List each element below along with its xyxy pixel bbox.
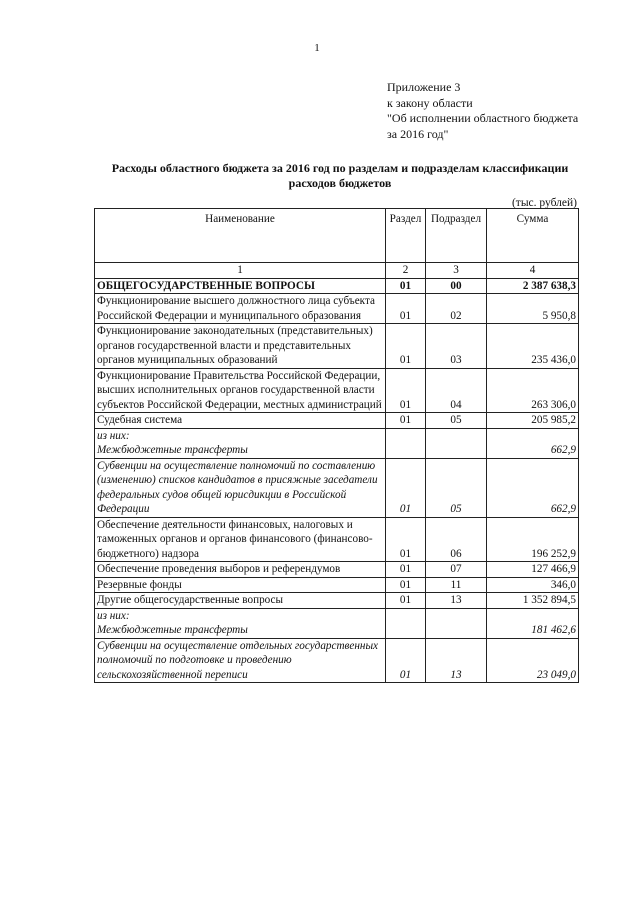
row-section: 01 [386,413,426,429]
row-name: Субвенции на осуществление отдельных государственных полномочий по подготовке и проведению сельскохозяйственной переписи [95,638,386,683]
row-subsection: 05 [426,458,487,517]
appendix-line: Приложение 3 [387,80,461,94]
row-name: Другие общегосударственные вопросы [95,593,386,609]
row-amount: 205 985,2 [487,413,579,429]
column-number: 4 [487,263,579,279]
header-subsection: Подраздел [426,209,487,263]
row-name: ОБЩЕГОСУДАРСТВЕННЫЕ ВОПРОСЫ [95,278,386,294]
units-label: (тыс. рублей) [511,197,577,209]
row-amount: 263 306,0 [487,368,579,413]
row-amount: 346,0 [487,577,579,593]
table-row [95,577,579,593]
table-row [95,428,579,458]
row-name: Функционирование высшего должностного лица субъекта Российской Федерации и муниципального образования [95,294,386,324]
row-section: 01 [386,517,426,562]
row-amount: 196 252,9 [487,517,579,562]
row-section [386,608,426,638]
appendix-note [387,80,578,142]
table-row [95,517,579,562]
row-subsection: 06 [426,517,487,562]
column-number: 1 [95,263,386,279]
row-subsection [426,428,487,458]
header-amount: Сумма [487,209,579,263]
row-name-note: из них: [97,429,130,442]
row-section: 01 [386,458,426,517]
table-row [95,458,579,517]
row-amount: 181 462,6 [487,608,579,638]
table-header-row [95,209,579,263]
row-subsection: 13 [426,593,487,609]
header-section: Раздел [386,209,426,263]
row-section: 01 [386,593,426,609]
table-row [95,324,579,369]
row-section: 01 [386,324,426,369]
row-section: 01 [386,294,426,324]
row-subsection: 03 [426,324,487,369]
row-name: Субвенции на осуществление полномочий по составлению (изменению) списков кандидатов в присяжные заседатели федеральных судов общей юрисдикции в Российской Федерации [95,458,386,517]
row-section: 01 [386,638,426,683]
row-amount: 23 049,0 [487,638,579,683]
row-section [386,428,426,458]
row-name [95,428,386,458]
row-subsection: 04 [426,368,487,413]
row-section: 01 [386,368,426,413]
row-section: 01 [386,562,426,578]
row-section: 01 [386,577,426,593]
row-name-note: из них: [97,609,130,622]
document-title [90,161,590,191]
table-row [95,562,579,578]
row-name: Обеспечение проведения выборов и референдумов [95,562,386,578]
row-subsection: 05 [426,413,487,429]
title-line: Расходы областного бюджета за 2016 год по разделам и подразделам классификации [111,161,569,175]
row-subsection: 13 [426,638,487,683]
row-amount: 1 352 894,5 [487,593,579,609]
header-name: Наименование [95,209,386,263]
row-name [95,608,386,638]
row-subsection [426,608,487,638]
row-section: 01 [386,278,426,294]
budget-table [94,208,579,683]
row-subsection: 00 [426,278,487,294]
table-row [95,368,579,413]
row-name-detail: Межбюджетные трансферты [97,624,248,636]
row-amount: 662,9 [487,458,579,517]
table-row [95,413,579,429]
row-subsection: 02 [426,294,487,324]
column-number: 2 [386,263,426,279]
appendix-line: за 2016 год" [387,126,449,141]
row-amount: 127 466,9 [487,562,579,578]
row-subsection: 11 [426,577,487,593]
column-number: 3 [426,263,487,279]
page-number: 1 [314,42,320,54]
appendix-line: к закону области [387,95,473,110]
table-row [95,608,579,638]
row-name: Резервные фонды [95,577,386,593]
row-amount: 235 436,0 [487,324,579,369]
row-amount: 2 387 638,3 [487,278,579,294]
row-name: Функционирование законодательных (представительных) органов государственной власти и представительных органов муниципальных образований [95,324,386,369]
table-row [95,294,579,324]
table-row [95,593,579,609]
row-name-detail: Межбюджетные трансферты [97,444,248,456]
row-name: Судебная система [95,413,386,429]
row-amount: 5 950,8 [487,294,579,324]
title-line: расходов бюджетов [288,176,392,190]
table-row [95,278,579,294]
table-row [95,638,579,683]
column-numbering-row [95,263,579,279]
appendix-line: "Об исполнении областного бюджета [387,111,579,125]
row-amount: 662,9 [487,428,579,458]
row-name: Функционирование Правительства Российской Федерации, высших исполнительных органов государственной власти субъектов Российской Федерации, местных администраций [95,368,386,413]
row-subsection: 07 [426,562,487,578]
row-name: Обеспечение деятельности финансовых, налоговых и таможенных органов и органов финансового (финансово-бюджетного) надзора [95,517,386,562]
